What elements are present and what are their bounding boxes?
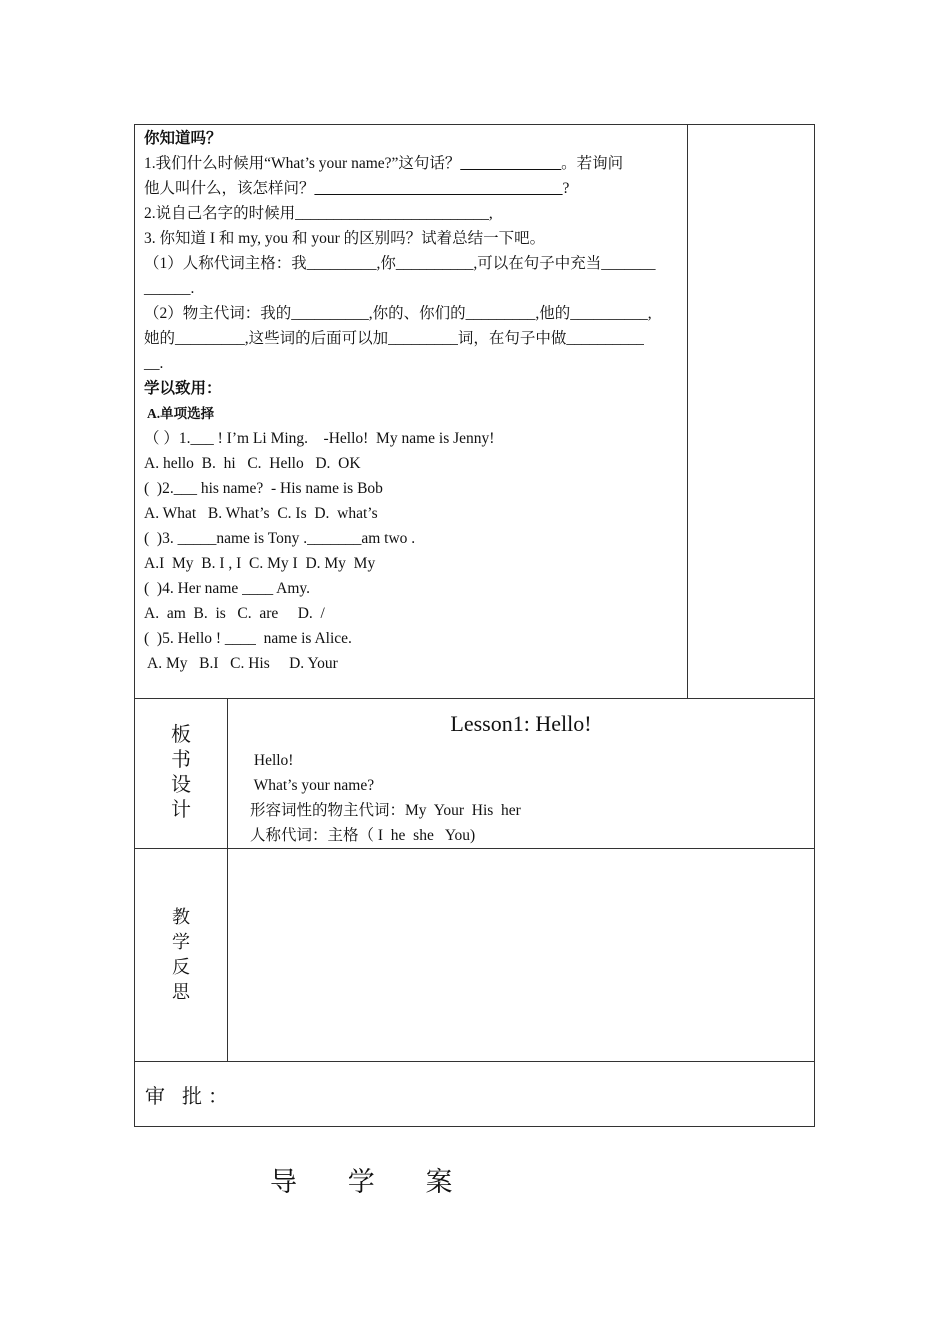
question-3-2-b: 她的_________,这些词的后面可以加_________词，在句子中做__________ [144,330,644,347]
question-1-line-a: 1.我们什么时候用“What’s your name?”这句话？_____________。若询问 [144,155,624,172]
question-3-2-c: __. [144,355,164,372]
lesson-table [134,124,815,1127]
exercise-line: A. hello B. hi C. Hello D. OK [144,455,361,472]
question-3: 3. 你知道 I 和 my, you 和 your 的区别吗？试着总结一下吧。 [144,230,546,247]
divider-row-3 [135,1061,814,1062]
question-1-line-b: 他人叫什么，该怎样问？________________________________? [144,180,570,197]
board-line: 人称代词：主格（ I he she You) [250,827,476,844]
divider-right-column [687,125,688,698]
exercise-line: ( )5. Hello ! ____ name is Alice. [144,630,352,647]
board-design-content [228,710,814,848]
question-3-2-a: （2）物主代词：我的__________,你的、你们的_________,他的__________, [144,305,652,322]
footer-title: 导 学 案 [270,1167,475,1197]
board-title: Lesson1: Hello! [450,711,592,736]
divider-row-1 [135,698,814,699]
board-design-label: 板 书 设 计 [171,724,191,821]
exercise-line: ( )3. _____name is Tony ._______am two . [144,530,416,547]
apply-subheading: A.单项选择 [147,406,215,421]
apply-heading: 学以致用： [144,380,222,397]
exercise-line: （ ）1.___ ! I’m Li Ming. -Hello! My name is Jenny! [144,430,495,447]
exercise-line: ( )2.___ his name? - His name is Bob [144,480,383,497]
exercise-line: A.I My B. I , I C. My I D. My My [144,555,376,572]
question-2: 2.说自己名字的时候用_________________________, [144,205,493,222]
board-line: Hello! [250,752,294,769]
exercise-line: A. What B. What’s C. Is D. what’s [144,505,378,522]
exercise-line: ( )4. Her name ____ Amy. [144,580,311,597]
divider-row-2 [135,848,814,849]
reflection-label: 教 学 反 思 [172,907,190,1002]
board-line: 形容词性的物主代词：My Your His her [250,802,521,819]
question-3-1-b: ______. [144,280,195,297]
exercise-line: A. My B.I C. His D. Your [144,655,338,672]
exercise-line: A. am B. is C. are D. / [144,605,325,622]
approval-label: 审 批： [145,1086,234,1108]
know-heading: 你知道吗？ [144,130,222,147]
board-line: What’s your name? [250,777,375,794]
question-3-1-a: （1）人称代词主格：我_________,你__________,可以在句子中充当_______ [144,255,656,272]
exercise-cell [144,126,684,676]
